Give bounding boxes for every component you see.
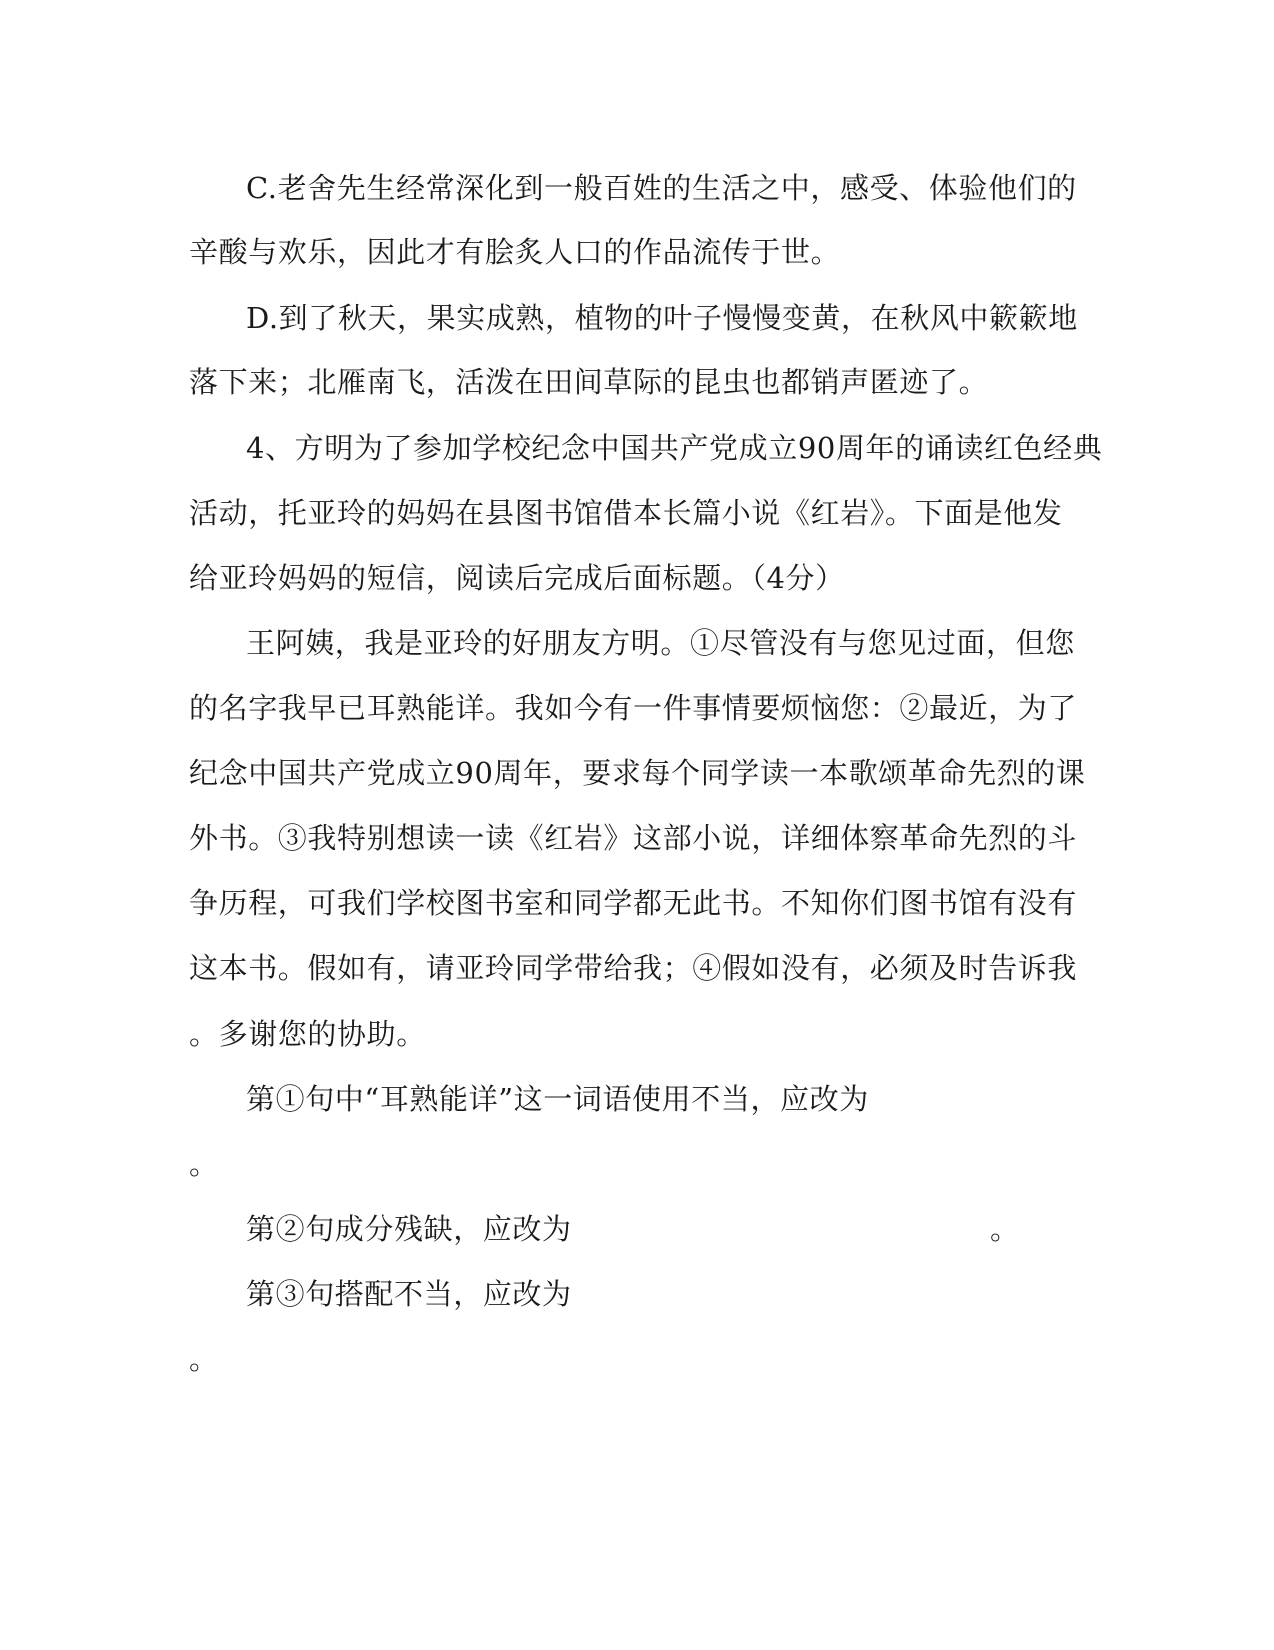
message-line-4: 外书。③我特别想读一读《红岩》这部小说，详细体察革命先烈的斗: [189, 821, 1078, 855]
sub-question-3-end: 。: [189, 1342, 219, 1376]
option-d-line-2: 落下来；北雁南飞，活泼在田间草际的昆虫也都销声匿迹了。: [189, 365, 989, 399]
sub-question-2: 第②句成分残缺，应改为: [246, 1212, 572, 1246]
option-c-line-2: 辛酸与欢乐，因此才有脍炙人口的作品流传于世。: [189, 235, 841, 269]
sub-question-1-end: 。: [189, 1147, 219, 1181]
option-d-line-1: D.到了秋天，果实成熟，植物的叶子慢慢变黄，在秋风中簌簌地: [246, 301, 1078, 335]
question-4-line-3: 给亚玲妈妈的短信，阅读后完成后面标题。（4分）: [189, 561, 845, 595]
message-line-3: 纪念中国共产党成立90周年，要求每个同学读一本歌颂革命先烈的课: [189, 756, 1086, 790]
sub-question-3: 第③句搭配不当，应改为: [246, 1277, 572, 1311]
message-line-6: 这本书。假如有，请亚玲同学带给我；④假如没有，必须及时告诉我: [189, 951, 1078, 985]
message-line-1: 王阿姨，我是亚玲的好朋友方明。①尽管没有与您见过面，但您: [246, 626, 1075, 660]
message-line-5: 争历程，可我们学校图书室和同学都无此书。不知你们图书馆有没有: [189, 886, 1078, 920]
message-line-2: 的名字我早已耳熟能详。我如今有一件事情要烦恼您：②最近，为了: [189, 691, 1078, 725]
question-4-line-1: 4、方明为了参加学校纪念中国共产党成立90周年的诵读红色经典: [246, 431, 1103, 465]
option-c-line-1: C.老舍先生经常深化到一般百姓的生活之中，感受、体验他们的: [246, 171, 1077, 205]
sub-question-2-end: 。: [990, 1212, 1020, 1246]
sub-question-1: 第①句中“耳熟能详”这一词语使用不当，应改为: [246, 1082, 869, 1116]
question-4-line-2: 活动，托亚玲的妈妈在县图书馆借本长篇小说《红岩》。下面是他发: [189, 496, 1063, 530]
message-line-7: 。多谢您的协助。: [189, 1017, 426, 1051]
